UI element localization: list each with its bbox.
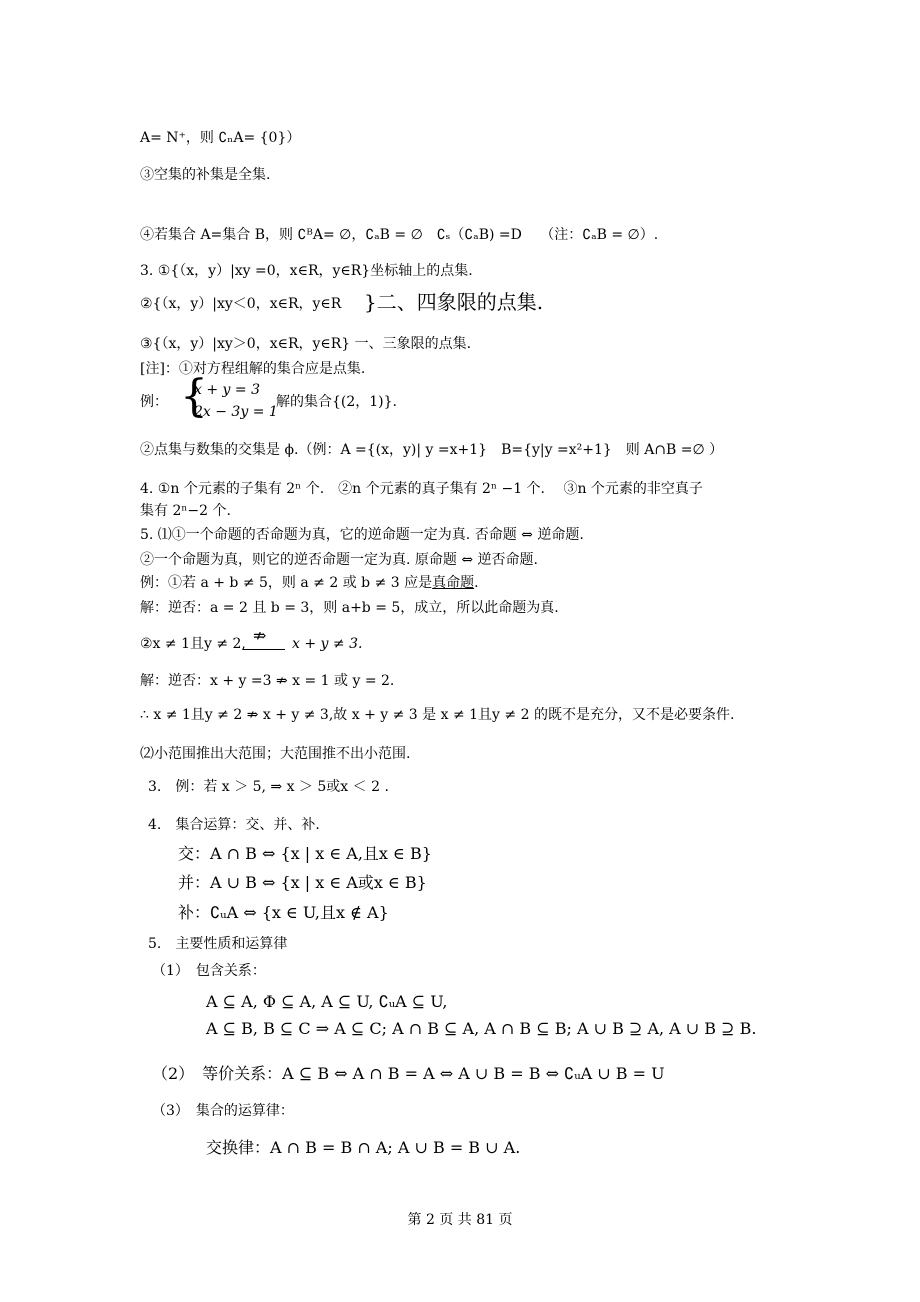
text-line: ②一个命题为真，则它的逆否命题一定为真. 原命题 ⇔ 逆否命题. [140,552,538,568]
text-line: A= N⁺，则 ∁ₙA= {0}） [140,130,301,146]
formula-line: （2） 等价关系：A ⊆ B ⇔ A ∩ B = A ⇔ A ∪ B = B ⇔ ∁ᵤA ∪ B = U [152,1064,665,1083]
text-line: }二、四象限的点集. [364,290,544,314]
text-line: 4. 集合运算：交、并、补. [148,817,320,833]
text-line: ④若集合 A=集合 B，则 ∁ᴮA= ∅，∁ₐB = ∅ ∁ₛ（∁ₐB) =D （注：∁ₐB = ∅）. [140,227,659,243]
formula-line: 交换律：A ∩ B = B ∩ A; A ∪ B = B ∪ A. [206,1138,521,1157]
text-line: 3. ①{（x，y）|xy =0，x∈R，y∈R}坐标轴上的点集. [140,263,473,279]
text-line: ③{（x，y）|xy＞0，x∈R，y∈R} 一、三象限的点集. [140,336,472,352]
text-line: ③空集的补集是全集. [140,167,271,183]
equation: 2x − 3y = 1 [194,404,278,420]
text-line: ②点集与数集的交集是 ϕ.（例：A ={(x，y)| y =x+1} B={y|y =x²+1} 则 A∩B =∅ ） [140,442,724,458]
text-line: （1） 包含关系： [152,963,266,979]
text-line: ②{（x，y）|xy＜0，x∈R，y∈R [140,296,342,312]
equation: x + y = 3 [194,382,260,398]
text-segment: 例：①若 a + b ≠ 5，则 a ≠ 2 或 b ≠ 3 应是 [140,575,433,591]
text-line: 5. ⑴①一个命题的否命题为真，它的逆命题一定为真. 否命题 ⇔ 逆命题. [140,527,584,543]
text-line: 解：逆否：a = 2 且 b = 3，则 a+b = 5，成立，所以此命题为真. [140,600,559,616]
text-line: ②x ≠ 1且y ≠ 2, [140,636,246,652]
not-implies-icon: ⇏ [253,626,267,645]
example-label: 例： [140,394,168,410]
text-line: 解：逆否：x + y =3 ⇏ x = 1 或 y = 2. [140,673,395,689]
underlined-answer: 真命题 [432,575,475,591]
text-line: [注]：①对方程组解的集合应是点集. [140,361,366,377]
blank-with-arrow [243,626,285,652]
system-brace: { [180,371,208,422]
text-line: x + y ≠ 3. [292,636,363,652]
text-line: 4. ①n 个元素的子集有 2ⁿ 个. ②n 个元素的真子集有 2ⁿ −1 个. ③n 个元素的非空真子 [140,481,703,497]
text-line: （3） 集合的运算律： [152,1103,294,1119]
text-line: ∴ x ≠ 1且y ≠ 2 ⇏ x + y ≠ 3,故 x + y ≠ 3 是 x ≠ 1且y ≠ 2 的既不是充分，又不是必要条件. [140,707,735,723]
text-line: 解的集合{(2，1)}. [276,394,398,410]
text-line: 5. 主要性质和运算律 [148,936,288,952]
text-line: 集有 2ⁿ−2 个. [140,503,231,519]
formula-line: 并：A ∪ B ⇔ {x | x ∈ A或x ∈ B} [178,873,427,892]
page-footer: 第 2 页 共 81 页 [407,1212,513,1228]
text-segment: . [474,575,479,591]
formula-line: A ⊆ B, B ⊆ C ⇒ A ⊆ C; A ∩ B ⊆ A, A ∩ B ⊆ B; A ∪ B ⊇ A, A ∪ B ⊇ B. [206,1019,757,1038]
formula-line: 补：∁ᵤA ⇔ {x ∈ U,且x ∉ A} [178,903,389,922]
formula-line: 交：A ∩ B ⇔ {x | x ∈ A,且x ∈ B} [178,844,432,863]
text-line: ⑵小范围推出大范围；大范围推不出小范围. [140,746,411,762]
text-line [140,573,479,593]
formula-line: A ⊆ A, Φ ⊆ A, A ⊆ U, ∁ᵤA ⊆ U, [206,992,448,1011]
text-line: 3. 例：若 x ＞ 5, ⇒ x ＞ 5或x ＜ 2 . [148,779,389,795]
